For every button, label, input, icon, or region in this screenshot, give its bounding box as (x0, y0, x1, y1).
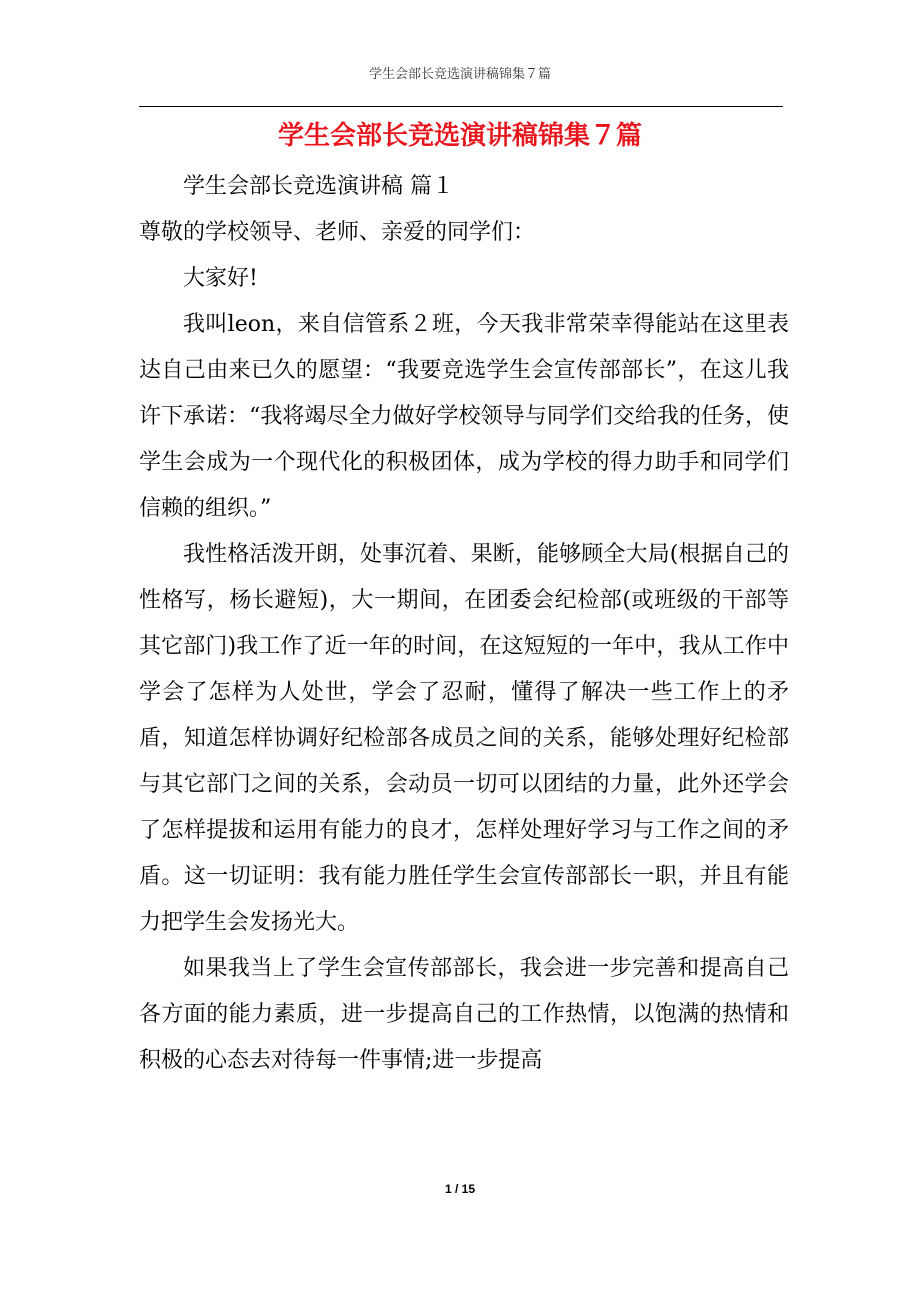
document-body (139, 164, 789, 1084)
salutation: 尊敬的学校领导、老师、亲爱的同学们： (139, 220, 536, 245)
greeting: 大家好! (183, 266, 258, 291)
header-divider (139, 106, 783, 107)
section-heading: 学生会部长竞选演讲稿 篇１ (183, 174, 454, 199)
page-number: 1 / 15 (444, 1182, 476, 1196)
paragraph: 如果我当上了学生会宣传部部长，我会进一步完善和提高自己各方面的能力素质，进一步提高自己的工作热情，以饱满的热情和积极的心态去对待每一件事情;进一步提高 (139, 956, 789, 1073)
paragraph: 我性格活泼开朗，处事沉着、果断，能够顾全大局(根据自己的性格写，杨长避短)，大一期间，在团委会纪检部(或班级的干部等其它部门)我工作了近一年的时间，在这短短的一年中，我从工作中学会了怎样为人处世，学会了忍耐，懂得了解决一些工作上的矛盾，知道怎样协调好纪检部各成员之间的关系，能够处理好纪检部与其它部门之间的关系，会动员一切可以团结的力量，此外还学会了怎样提拔和运用有能力的良才，怎样处理好学习与工作之间的矛盾。这一切证明：我有能力胜任学生会宣传部部长一职，并且有能力把学生会发扬光大。 (139, 542, 789, 935)
paragraph: 我叫leon，来自信管系２班，今天我非常荣幸得能站在这里表达自己由来已久的愿望：“我要竞选学生会宣传部部长”，在这儿我许下承诺：“我将竭尽全力做好学校领导与同学们交给我的任务，使学生会成为一个现代化的积极团体，成为学校的得力助手和同学们信赖的组织。” (139, 312, 789, 521)
document-title: 学生会部长竞选演讲稿锦集７篇 (277, 121, 642, 151)
running-header: 学生会部长竞选演讲稿锦集７篇 (368, 67, 551, 82)
